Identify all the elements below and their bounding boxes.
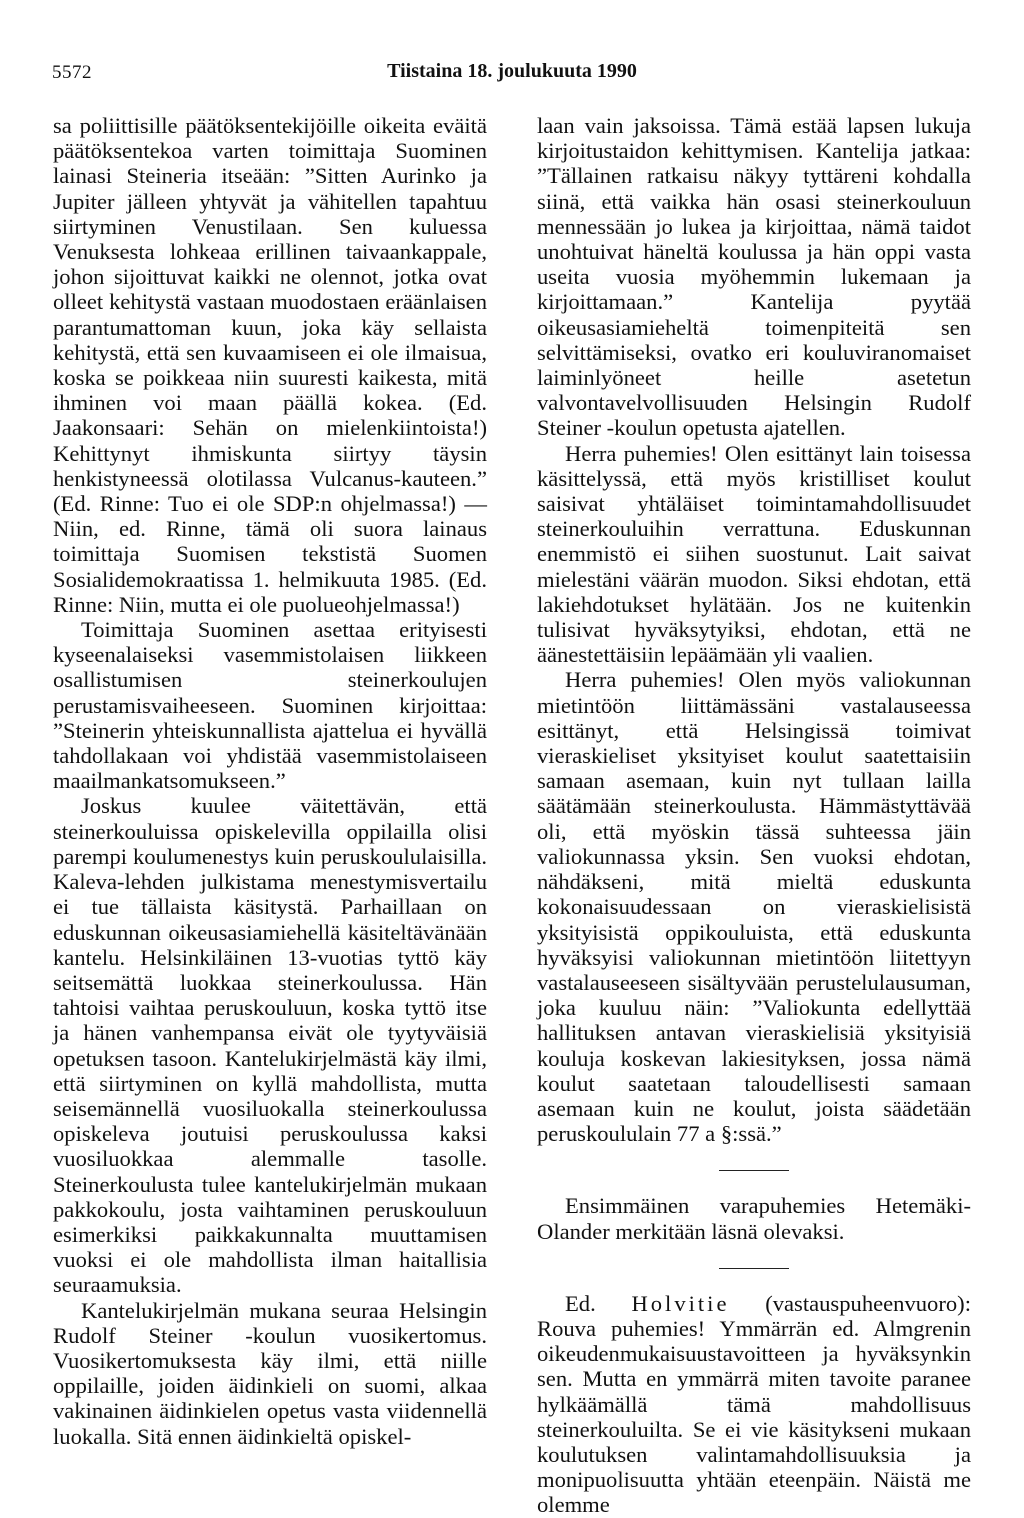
page-number: 5572 [52,62,92,83]
paragraph: Joskus kuulee väitettävän, että steinerkouluissa opiskelevilla oppilailla olisi parempi koulumenestys kuin peruskoululaisilla. Kaleva-lehden julkistama menestymisvertailu ei tue tällaista käsitystä. Parhaillaan on eduskunnan oikeusasiamiehellä käsiteltävänään kantelu. Helsinkiläinen 13-vuotias tyttö käy seitsemättä luokkaa steinerkoulussa. Hän tahtoisi vaihtaa peruskouluun, koska tyttö itse ja hänen vanhempansa eivät ole tyytyväisiä opetuksen tasoon. Kantelukirjelmästä käy ilmi, että siirtyminen on kyllä mahdollista, mutta seisemännellä vuosiluokalla steinerkoulussa opiskeleva joutuisi peruskoulussa kaksi vuosiluokkaa alemmalle tasolle. Steinerkoulusta tulee kantelukirjelmän mukaan pakkokoulu, josta vaihtaminen peruskouluun esimerkiksi paikkakunnalta muuttamisen vuoksi ei ole mahdollista ilman haitallisia seuraamuksia. [53,793,487,1298]
speech-text: (vastauspuheenvuoro): Rouva puhemies! Ymmärrän ed. Almgrenin oikeudenmukaisuustavoitteen ja hyväksynkin sen. Mutta en ymmärrä miten tavoite paranee hylkäämällä tämä mahdollisuus steinerkouluilta. Se ei vie käsitykseni mukaan koulutuksen valintamahdollisuuksia ja monipuolisuutta yhtään eteenpäin. Näistä me olemme [537,1290,971,1518]
section-divider [719,1268,789,1269]
paragraph: Herra puhemies! Olen myös valiokunnan mietintöön liittämässäni vastalauseessa esittänyt, että Helsingissä toimivat vieraskieliset yksityiset koulut saatettaisiin samaan asemaan, kuin nyt tullaan lailla säätämään steinerkoulusta. Hämmästyttävää oli, että myöskin tässä suhteessa jäin valiokunnassa yksin. Sen vuoksi ehdotan, nähdäkseni, mitä mieltä eduskunta kokonaisuudessaan on vieraskielisistä yksityisistä oppikouluista, että eduskunta hyväksyisi valiokunnan mietintöön liitettyyn vastalauseeseen sisältyvään perustelulausuman, joka kuuluu näin: ”Valiokunta edellyttää hallituksen antavan vieraskielisiä yksityisiä kouluja koskevan lakiesityksen, jossa nämä koulut saatetaan taloudellisesti samaan asemaan kuin ne koulut, joista säädetään peruskoululain 77 a §:ssä.” [537,667,971,1147]
running-head-date: Tiistaina 18. joulukuuta 1990 [387,60,637,82]
paragraph: sa poliittisille päätöksentekijöille oikeita eväitä päätöksentekoa varten toimittaja Suominen lainasi Steineria itseään: ”Sitten Aurinko ja Jupiter jälleen yhtyvät ja vähitellen tapahtuu siirtyminen Venustilaan. Sen kuluessa Venuksesta lohkeaa erillinen taivaankappale, johon sijoittuvat kaikki ne olennot, jotka ovat olleet kehitystä vastaan muodostaen eräänlaisen parantumattoman kuun, joka käy sellaista kehitystä, että sen kuvaamiseen ei ole ilmaisua, koska se poikkeaa niin suuresti kaikesta, mitä ihminen voi maan päällä kokea. (Ed. Jaakonsaari: Sehän on mielenkiintoista!) Kehittynyt ihmiskunta siirtyy täysin henkistyneessä olotilassa Vulcanus-kauteen.” (Ed. Rinne: Tuo ei ole SDP:n ohjelmassa!) — Niin, ed. Rinne, tämä oli suora lainaus toimittaja Suomisen tekstistä Suomen Sosialidemokraatissa 1. helmikuuta 1985. (Ed. Rinne: Niin, mutta ei ole puolueohjelmassa!) [53,113,487,617]
paragraph: Herra puhemies! Olen esittänyt lain toisessa käsittelyssä, että myös kristilliset koulut saisivat yhtäläiset toimintamahdollisuudet steinerkouluihin verrattuna. Eduskunnan enemmistö ei siihen suostunut. Lait saivat mielestäni väärän muodon. Siksi ehdotan, että lakiehdotukset hylätään. Jos ne kuitenkin tulisivat hyväksytyiksi, ehdotan, että ne äänestettäisiin lepäämään yli vaalien. [537,440,971,668]
speaker-name: Holvitie [631,1290,730,1316]
speech-paragraph [537,1291,971,1518]
section-divider [719,1170,789,1171]
paragraph: laan vain jaksoissa. Tämä estää lapsen lukuja kirjoitustaidon kehittymisen. Kantelija jatkaa: ”Tällainen ratkaisu näkyy tyttäreni kohdalla siinä, että vaikka hän osasi steinerkouluun mennessään jo lukea ja kirjoittaa, nämä taidot unohtuivat häneltä koulussa ja hän oppi vasta useita vuosia myöhemmin lukemaan ja kirjoittamaan.” Kantelija pyytää oikeusasiamieheltä toimenpiteitä sen selvittämiseksi, ovatko eri kouluviranomaiset laiminlyöneet heille asetetun valvontavelvollisuuden Helsingin Rudolf Steiner -koulun opetusta ajatellen. [537,113,971,441]
right-column [537,113,971,1518]
speech-prefix: Ed. [565,1290,596,1316]
left-column [53,113,487,1449]
paragraph: Kantelukirjelmän mukana seuraa Helsingin Rudolf Steiner -koulun vuosikertomus. Vuosikertomuksesta käy ilmi, että niille oppilaille, joiden äidinkieli on suomi, alkaa vakinainen äidinkielen opetus vasta viidennellä luokalla. Sitä ennen äidinkieltä opiskel- [53,1297,487,1449]
paragraph: Toimittaja Suominen asettaa erityisesti kyseenalaiseksi vasemmistolaisen liikkeen osallistumisen steinerkoulujen perustamisvaiheeseen. Suominen kirjoittaa: ”Steinerin yhteiskunnallista ajattelua ei hyvällä tahdollakaan voi yhdistää vasemmistolaiseen maailmankatsomukseen.” [53,617,487,794]
session-notice: Ensimmäinen varapuhemies Hetemäki-Olander merkitään läsnä olevaksi. [537,1193,971,1244]
